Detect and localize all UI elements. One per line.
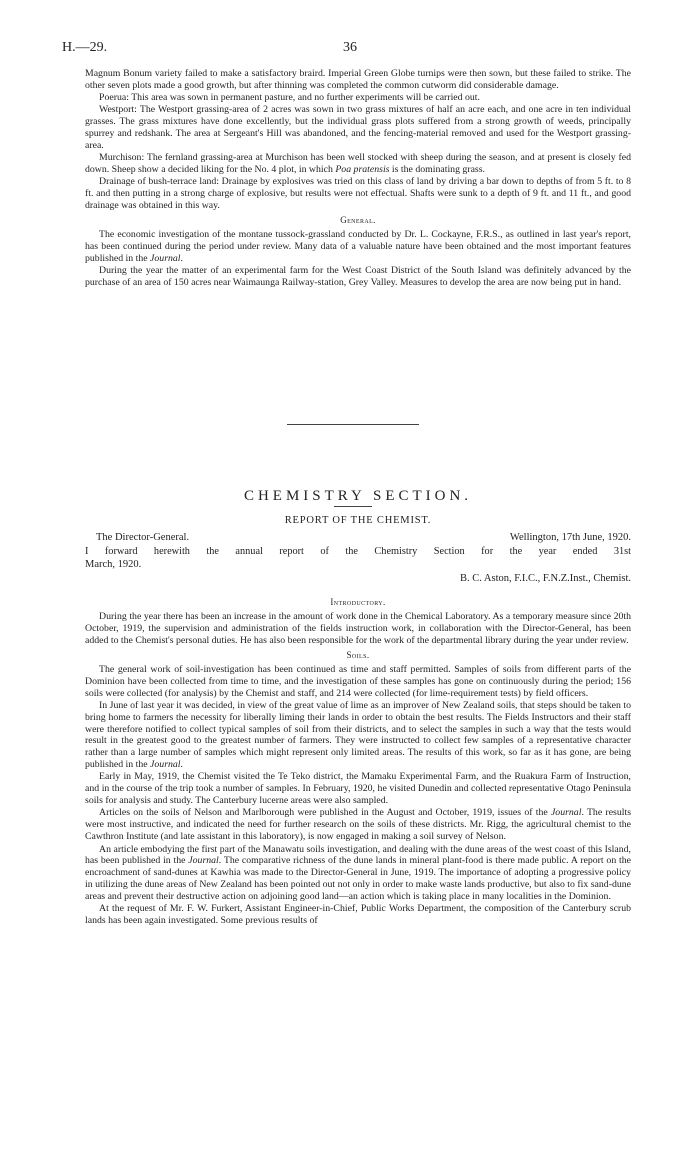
paragraph-general-1: The economic investigation of the montane tussock-grassland conducted by Dr. L. Cockayne, F.R.S., as outlined in last year's report, has been continued during the period under review. Many data of a valuable nature have been obtained and the most important features published in the Journal. [85, 229, 631, 264]
forward-line-1: I forward herewith the annual report of the Chemistry Section for the year ended 31st [85, 546, 631, 557]
paragraph-soils-4: Articles on the soils of Nelson and Marlborough were published in the August and October, 1919, issues of the Journal. The results were most instructive, and indicated the need for further research on the soils of these districts. Mr. Rigg, the agricultural chemist to the Cawthron Institute (and late assistant in this laboratory), is now engaged in making a soil survey of Nelson. [85, 807, 632, 843]
paragraph-westport: Westport: The Westport grassing-area of 2 acres was sown in two grass mixtures of half an acre each, and one acre in ten individual grasses. The grass mixtures have done excellently, but the individual grass plots suffered from a strong growth of weeds, principally spurrey and redshank. The area at Sergeant's Hill was abandoned, and the fencing-material removed and used for the Westport grassing-area. [85, 104, 631, 152]
page-number: 36 [343, 40, 357, 55]
paragraph-magnum-bonum: Magnum Bonum variety failed to make a satisfactory braird. Imperial Green Globe turnips were then sown, but these failed to strike. The other seven plots made a good growth, but after thinning was completed the common cutworm did considerable damage. [85, 68, 631, 91]
forward-line-2: March, 1920. [85, 559, 142, 570]
paragraph-drainage: Drainage of bush-terrace land: Drainage by explosives was tried on this class of land by driving a bar down to depths of from 5 ft. to 8 ft. and then putting in a strong charge of explosive, but results were not effectual. Shafts were sunk to a depth of 9 ft. and 11 ft., and good drainage was obtained in this way. [85, 176, 631, 212]
place-date: Wellington, 17th June, 1920. [509, 532, 631, 543]
paragraph-general-2: During the year the matter of an experimental farm for the West Coast District of the South Island was definitely advanced by the purchase of an area of 150 acres near Waimaunga Railway-station, Grey Valley. Measures to develop the area are now being put in hand. [85, 265, 631, 288]
chemistry-text-block [85, 594, 631, 927]
heading-general: General. [340, 215, 376, 226]
italic-journal: Journal [150, 252, 181, 264]
paragraph-soils-6: At the request of Mr. F. W. Furkert, Assistant Engineer-in-Chief, Public Works Department, the composition of the Canterbury scrub lands has been again investigated. Some previous results of [85, 903, 631, 927]
page-reference: H.—29. [62, 40, 108, 55]
paragraph-poerua: Poerua: This area was sown in permanent pasture, and no further experiments will be carried out. [99, 92, 480, 104]
italic-journal: Journal [188, 855, 219, 867]
signature: B. C. Aston, F.I.C., F.N.Z.Inst., Chemist. [459, 573, 631, 584]
addressee: The Director-General. [96, 532, 190, 543]
upper-text-block [85, 68, 631, 289]
heading-soils: Soils. [346, 649, 370, 660]
italic-species: Poa pratensis [335, 164, 390, 176]
page-header [62, 40, 638, 56]
paragraph-introductory: During the year there has been an increase in the amount of work done in the Chemical Laboratory. As a temporary measure since 20th October, 1919, the supervision and administration of the fields instruction work, in collaboration with the Director-General, has been added to the Chemist's personal duties. He has also been responsible for the work of the departmental library during the year under review. [85, 611, 631, 646]
section-title: CHEMISTRY SECTION. [243, 488, 473, 504]
paragraph-murchison: Murchison: The fernland grassing-area at Murchison has been well stocked with sheep during the season, and at present is closely fed down. Sheep show a decided liking for the No. 4 plot, in which Poa pratensis is the dominating grass. [85, 152, 631, 176]
paragraph-soils-3: Early in May, 1919, the Chemist visited the Te Teko district, the Mamaku Experimental Farm, and the Ruakura Farm of Instruction, and in the course of the trip took a number of samples. In February, 1920, he visited Dunedin and collected representative Otago Peninsula soils for analysis and study. The Canterbury lucerne areas were also sampled. [85, 771, 631, 807]
title-rule [334, 506, 372, 507]
section-divider [287, 424, 419, 425]
italic-journal: Journal [550, 807, 582, 819]
heading-introductory: Introductory. [330, 597, 386, 607]
paragraph-soils-1: The general work of soil-investigation has been continued as time and staff permitted. Samples of soils from different parts of the Dominion have been collected from time to time, and the investigation of these samples has gone on continuously during the period; 156 soils were collected (for analysis) by the Chemist and staff, and 214 were collected (for lime-requirement tests) by field officers. [85, 663, 631, 699]
italic-journal: Journal [150, 759, 181, 771]
paragraph-soils-2: In June of last year it was decided, in view of the great value of lime as an improver of New Zealand soils, that steps should be taken to bring home to farmers the necessity for liberally liming their lands in order to obtain the best results. The Fields Instructors and their staff were therefore notified to collect typical samples of soil from their districts, and to select the samples in such a way that the tests would result in the greatest good to the greatest number of farmers. They were instructed to collect few samples of a representative character rather than a large number of samples which might represent only limited areas. The results of this work, so far as it has gone, are being published in the Journal. [85, 699, 631, 771]
report-title: REPORT OF THE CHEMIST. [284, 515, 432, 526]
paragraph-soils-5: An article embodying the first part of the Manawatu soils investigation, and dealing with the dune areas of the west coast of this Island, has been published in the Journal. The comparative richness of the dune lands in mineral plant-food is there made public. A report on the encroachment of sand-dunes at Kawhia was made to the Director-General in June, 1919. The importance of adopting a progressive policy in utilizing the dune areas of New Zealand has been pointed out not only in order to make waste lands productive, but also to fix sand-dune areas and prevent their destructive action on adjoining good land—an action which is taking place in many localities in the Dominion. [85, 843, 631, 903]
